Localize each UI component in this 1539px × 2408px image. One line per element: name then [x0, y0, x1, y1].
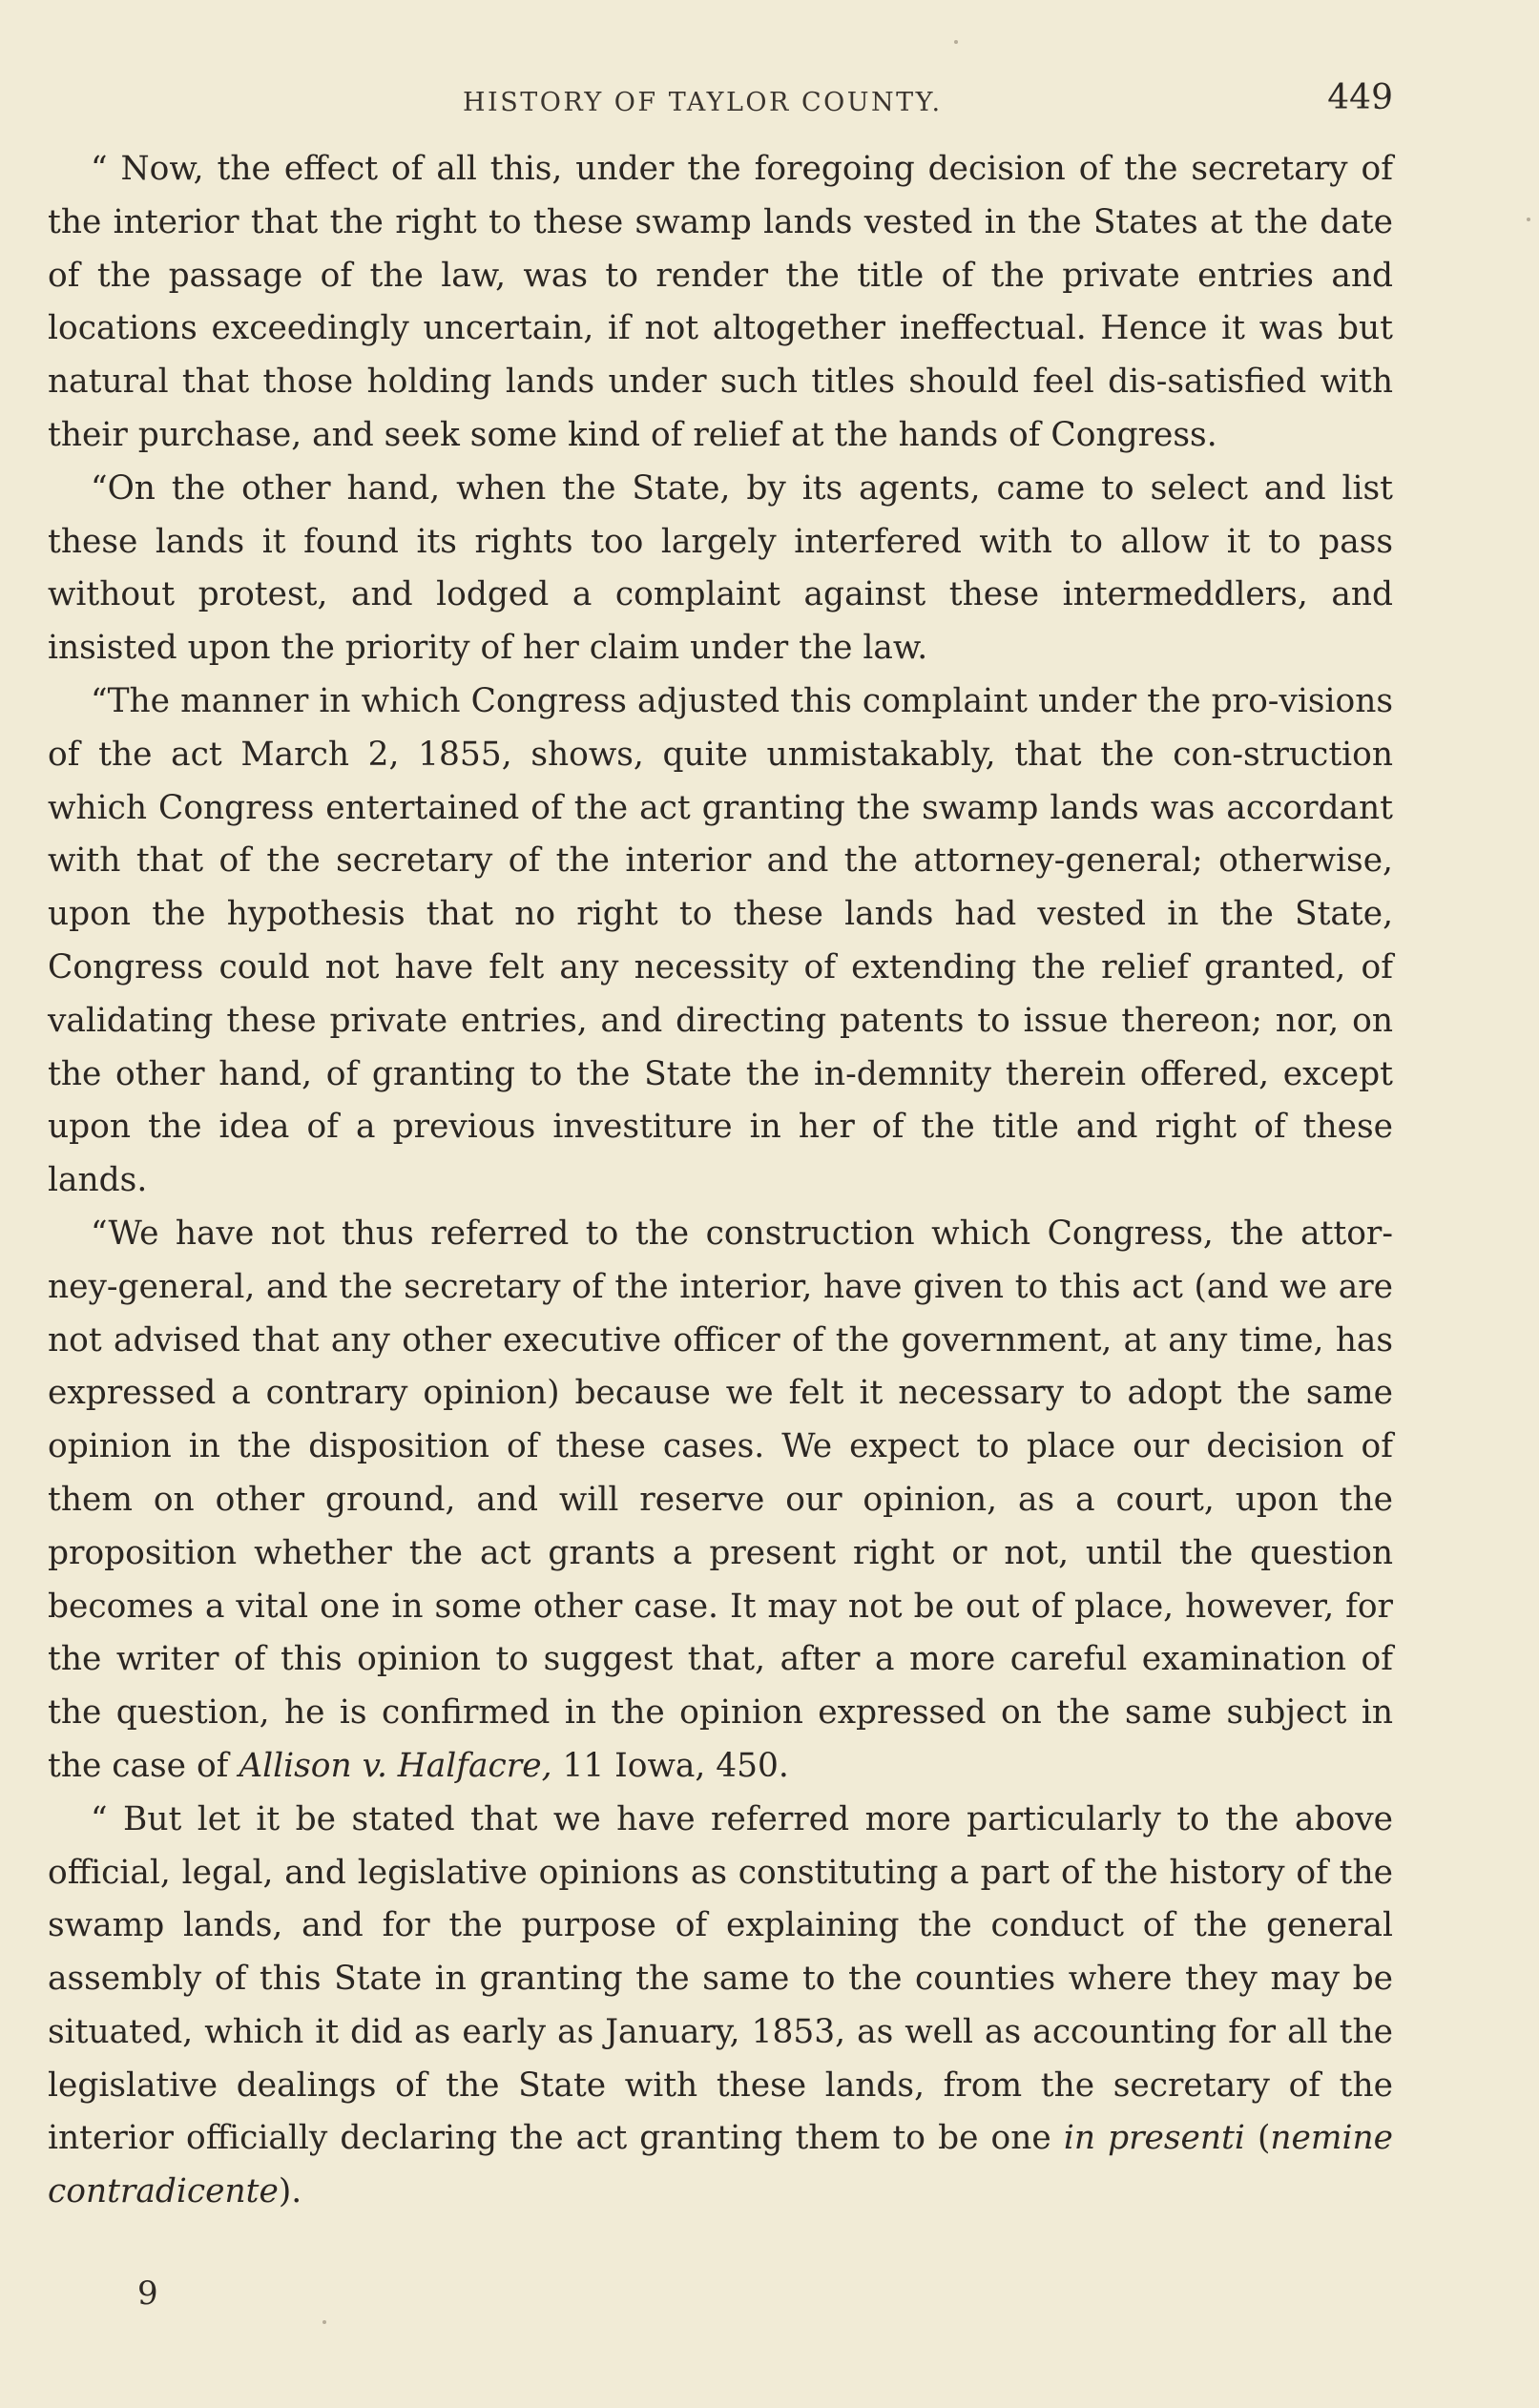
paragraph-5	[48, 1794, 1393, 2219]
case-citation-reference: 11 Iowa, 450.	[551, 1746, 789, 1785]
paper-speck	[954, 40, 958, 44]
body-text	[48, 143, 1393, 2219]
paragraph-3: “The manner in which Congress adjusted this complaint under the pro-visions of the act March 2, 1855, shows, quite unmistakably, that the con-struction which Congress entertained of the act granting the swamp lands was accordant with that of the secretary of the interior and the attorney-general; otherwise, upon the hypothesis that no right to these lands had vested in the State, Congress could not have felt any necessity of extending the relief granted, of validating these private entries, and directing patents to issue thereon; nor, on the other hand, of granting to the State the in-demnity therein offered, except upon the idea of a previous investiture in her of the title and right of these lands.	[48, 681, 1393, 1200]
paragraph-4-text: “We have not thus referred to the construction which Congress, the attor-ney-general, and the secretary of the interior, have given to this act (and we are not advised that any other executive officer of the government, at any time, has expressed a contrary opinion) because we felt it necessary to adopt the same opinion in the disposition of these cases. We expect to place our decision of them on other ground, and will reserve our opinion, as a court, upon the proposition whether the act grants a present right or not, until the question becomes a vital one in some other case. It may not be out of place, however, for the writer of this opinion to suggest that, after a more careful examination of the question, he is confirmed in the opinion expressed on the same subject in the case of	[48, 1214, 1393, 1785]
latin-phrase-in-presenti: in presenti	[1063, 2119, 1245, 2158]
paragraph-2: “On the other hand, when the State, by its agents, came to select and list these lands it found its rights too largely interfered with to allow it to pass without protest, and lodged a complaint against these intermeddlers, and insisted upon the priority of her claim under the law.	[48, 468, 1393, 668]
latin-phrase-nemine-contradicente: nemine contradicente	[48, 2119, 1393, 2211]
paragraph-5-text: “ But let it be stated that we have referred more particularly to the above official, legal, and legislative opinions as constituting a part of the history of the swamp lands, and for the purpose of explaining the conduct of the general assembly of this State in granting the same to the counties where they may be situated, which it did as early as January, 1853, as well as accounting for all the legislative dealings of the State with these lands, from the secretary of the interior officially declaring the act granting them to be one	[48, 1799, 1393, 2158]
page-number: 449	[1327, 78, 1393, 117]
case-citation-name: Allison v. Halfacre,	[239, 1746, 552, 1785]
paragraph-4	[48, 1208, 1393, 1794]
paper-speck	[1527, 218, 1530, 221]
running-head: HISTORY OF TAYLOR COUNTY.	[463, 88, 943, 117]
paragraph-1: “ Now, the effect of all this, under the foregoing decision of the secretary of the interior that the right to these swamp lands vested in the States at the date of the passage of the law, was to render the title of the private entries and locations exceedingly uncertain, if not altogether ineffectual. Hence it was but natural that those holding lands under such titles should feel dis-satisfied with their purchase, and seek some kind of relief at the hands of Congress.	[48, 150, 1393, 454]
page-header	[48, 78, 1393, 126]
paragraph-5-paren-open: (	[1244, 2119, 1271, 2158]
paper-speck	[322, 2320, 326, 2324]
signature-mark: 9	[137, 2274, 158, 2313]
paragraph-5-end: ).	[278, 2172, 302, 2211]
